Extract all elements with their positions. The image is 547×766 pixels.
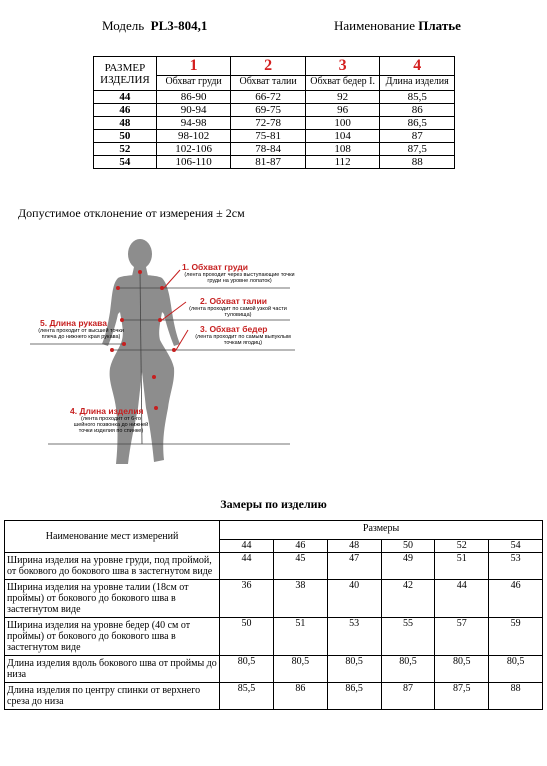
size-cell: 48 [94,117,157,130]
value-cell: 88 [380,156,455,169]
name-line [334,18,461,34]
size-cell: 46 [94,104,157,117]
table-row [5,553,543,580]
size-col: 46 [273,540,327,553]
label-waist-note: (лента проходит по самой узкой части туловища) [189,306,287,318]
label-bust-note: (лента проходит через выступающие точки груди на уровне лопаток) [184,272,295,284]
row-label: Ширина изделия на уровне талии (18см от проймы) от бокового до бокового шва в застегнутом виде [5,580,220,618]
value-cell: 69-75 [231,104,306,117]
col-label: Обхват бедер I. [305,76,380,91]
value-cell: 55 [381,618,435,656]
size-cell: 50 [94,130,157,143]
col-num: 2 [231,57,306,76]
value-cell: 53 [327,618,381,656]
value-cell: 45 [273,553,327,580]
value-cell: 90-94 [156,104,231,117]
product-table-title: Замеры по изделию [220,497,327,511]
value-cell: 80,5 [435,656,489,683]
value-cell: 102-106 [156,143,231,156]
value-cell: 44 [220,553,274,580]
value-cell: 108 [305,143,380,156]
table-row [5,683,543,710]
value-cell: 53 [489,553,543,580]
size-cell: 52 [94,143,157,156]
value-cell: 100 [305,117,380,130]
value-cell: 78-84 [231,143,306,156]
value-cell: 86 [273,683,327,710]
label-sleeve-title: 5. Длина рукава [40,318,107,328]
value-cell: 85,5 [380,91,455,104]
value-cell: 87 [381,683,435,710]
value-cell: 98-102 [156,130,231,143]
value-cell: 80,5 [220,656,274,683]
value-cell: 46 [489,580,543,618]
label-hips-title: 3. Обхват бедер [200,324,268,334]
value-cell: 87 [380,130,455,143]
table-row [5,580,543,618]
value-cell: 106-110 [156,156,231,169]
value-cell: 86 [380,104,455,117]
product-table-header [5,521,543,540]
label-sleeve-note: (лента проходит от высшей точки плеча до нижнего края рукава) [38,328,124,340]
value-cell: 81-87 [231,156,306,169]
size-col: 50 [381,540,435,553]
name-label: Наименование [334,18,415,33]
label-length-note: (лента проходит от 6-го шейного позвонка до нижней точки изделия по спинке) [73,416,149,434]
table-row [94,104,455,117]
table-row [5,618,543,656]
label-bust-note-box [182,272,297,294]
value-cell: 86-90 [156,91,231,104]
table-row [94,117,455,130]
size-cell: 54 [94,156,157,169]
row-label: Длина изделия по центру спинки от верхнего среза до низа [5,683,220,710]
value-cell: 80,5 [381,656,435,683]
value-cell: 51 [435,553,489,580]
sizes-header: Размеры [220,521,543,540]
size-col: 44 [220,540,274,553]
size-table [93,56,455,169]
value-cell: 86,5 [380,117,455,130]
value-cell: 104 [305,130,380,143]
label-length-note-box [70,416,152,442]
value-cell: 87,5 [435,683,489,710]
value-cell: 38 [273,580,327,618]
col-num: 3 [305,57,380,76]
place-header: Наименование мест измерений [5,521,220,553]
col-num: 4 [380,57,455,76]
label-bust-title: 1. Обхват груди [182,262,248,272]
value-cell: 42 [381,580,435,618]
table-row [94,143,455,156]
row-label: Длина изделия вдоль бокового шва от проймы до низа [5,656,220,683]
col-label: Длина изделия [380,76,455,91]
model-code: PL3-804,1 [150,18,208,33]
value-cell: 59 [489,618,543,656]
size-col: 54 [489,540,543,553]
value-cell: 50 [220,618,274,656]
model-line [102,18,207,34]
size-row-header: РАЗМЕР ИЗДЕЛИЯ [94,57,157,91]
value-cell: 80,5 [489,656,543,683]
value-cell: 92 [305,91,380,104]
size-table-header [94,57,455,76]
value-cell: 80,5 [327,656,381,683]
col-num: 1 [156,57,231,76]
value-cell: 88 [489,683,543,710]
measurement-figure [30,232,300,472]
size-cell: 44 [94,91,157,104]
label-hips-note: (лента проходит по самым выпуклым точкам ягодиц) [195,334,291,346]
table-row [94,91,455,104]
size-col: 48 [327,540,381,553]
value-cell: 85,5 [220,683,274,710]
label-length-title: 4. Длина изделия [70,406,144,416]
value-cell: 47 [327,553,381,580]
value-cell: 66-72 [231,91,306,104]
value-cell: 80,5 [273,656,327,683]
label-hips-note-box [188,334,298,350]
value-cell: 112 [305,156,380,169]
label-waist-title: 2. Обхват талии [200,296,267,306]
value-cell: 75-81 [231,130,306,143]
product-table [4,520,543,710]
table-row [94,156,455,169]
value-cell: 36 [220,580,274,618]
label-waist-note-box [188,306,288,322]
value-cell: 72-78 [231,117,306,130]
value-cell: 51 [273,618,327,656]
value-cell: 96 [305,104,380,117]
model-label: Модель [102,18,145,33]
row-label: Ширина изделия на уровне груди, под проймой, от бокового до бокового шва в застегнутом виде [5,553,220,580]
value-cell: 86,5 [327,683,381,710]
table-row [94,130,455,143]
col-label: Обхват груди [156,76,231,91]
value-cell: 57 [435,618,489,656]
size-col: 52 [435,540,489,553]
value-cell: 40 [327,580,381,618]
name-value: Платье [418,18,461,33]
label-sleeve-note-box [36,328,126,350]
value-cell: 87,5 [380,143,455,156]
row-label: Ширина изделия на уровне бедер (40 см от проймы) от бокового до бокового шва в застегнутом виде [5,618,220,656]
tolerance-note: Допустимое отклонение от измерения ± 2см [18,206,245,220]
value-cell: 49 [381,553,435,580]
table-row [5,656,543,683]
col-label: Обхват талии [231,76,306,91]
value-cell: 44 [435,580,489,618]
value-cell: 94-98 [156,117,231,130]
